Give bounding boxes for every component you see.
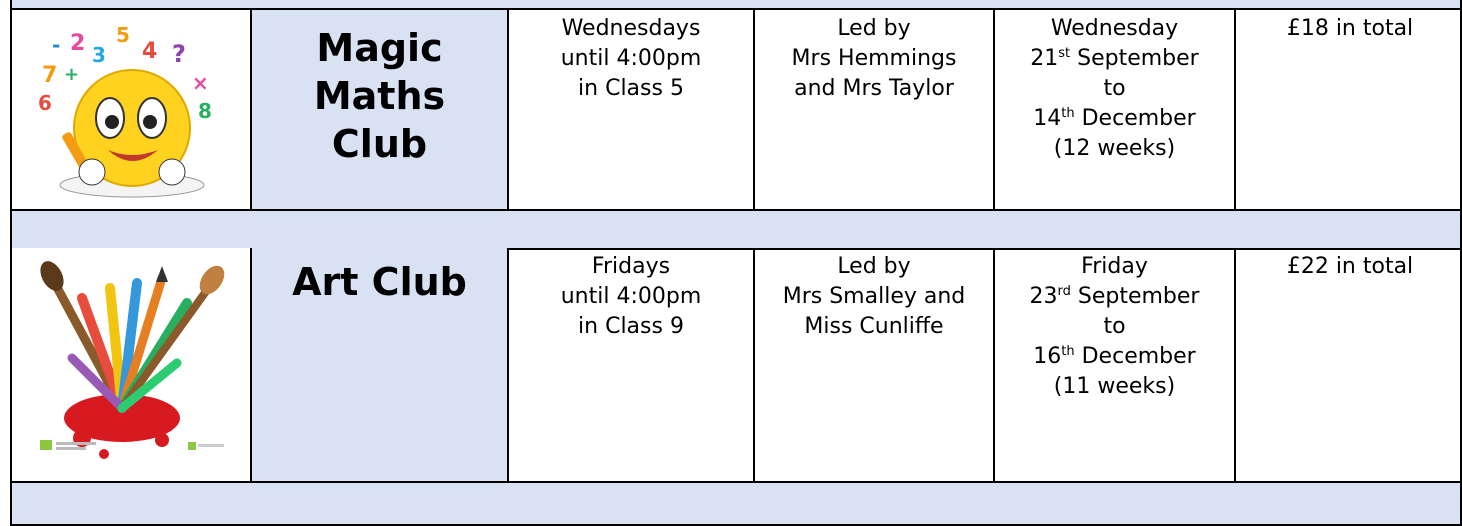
- svg-text:?: ?: [172, 40, 186, 68]
- maths-image-cell: [12, 10, 252, 211]
- spacer-row-bottom: [10, 481, 1462, 526]
- club-row-art: [10, 248, 1462, 483]
- club-leaders-art: Led by Mrs Smalley and Miss Cunliffe: [755, 248, 995, 483]
- club-when-maths: Wednesdays until 4:00pm in Class 5: [509, 10, 755, 211]
- club-cost-art: £22 in total: [1286, 254, 1414, 279]
- svg-text:+: +: [64, 64, 80, 85]
- art-image-cell: [12, 248, 252, 483]
- svg-text:2: 2: [70, 31, 86, 56]
- svg-text:6: 6: [38, 91, 52, 115]
- club-leaders-maths: Led by Mrs Hemmings and Mrs Taylor: [755, 10, 995, 211]
- svg-text:5: 5: [116, 23, 130, 47]
- svg-text:8: 8: [198, 99, 212, 123]
- club-cost-maths: £18 in total: [1286, 16, 1414, 41]
- club-name-maths: Magic Maths Club: [252, 10, 509, 211]
- svg-text:4: 4: [142, 39, 158, 64]
- svg-text:7: 7: [42, 63, 58, 88]
- svg-text:3: 3: [92, 43, 106, 67]
- club-dates-art: Friday 23rd September to 16th December (11 weeks): [995, 248, 1236, 483]
- spacer-row-top: [10, 0, 1462, 10]
- club-name-art: Art Club: [252, 248, 509, 483]
- club-row-maths: [10, 10, 1462, 211]
- club-when-art: Fridays until 4:00pm in Class 9: [509, 248, 755, 483]
- svg-text:-: -: [52, 33, 61, 57]
- svg-text:×: ×: [192, 71, 209, 95]
- club-dates-maths: Wednesday 21st September to 14th December (12 weeks): [995, 10, 1236, 211]
- spacer-row-middle: [10, 209, 1462, 250]
